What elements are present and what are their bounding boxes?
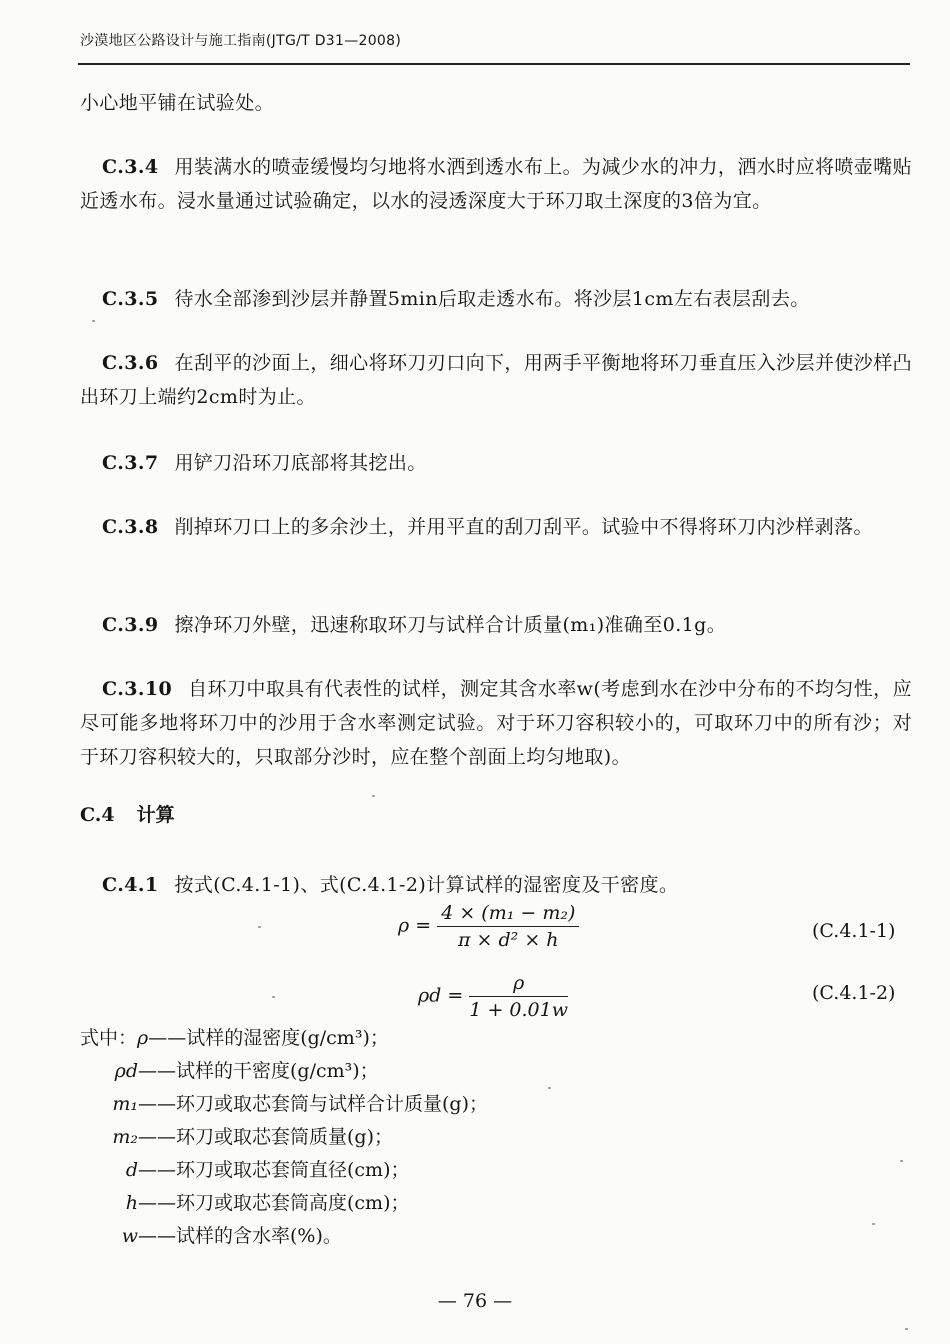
header-rule: [78, 63, 910, 65]
definition-row: [80, 1154, 488, 1187]
scan-speck: [905, 1328, 908, 1330]
clause-text: 待水全部渗到沙层并静置5min后取走透水布。将沙层1cm左右表层刮去。: [174, 288, 810, 310]
clause-number: C.3.6: [102, 352, 159, 374]
formula-denominator: 1 + 0.01w: [469, 999, 568, 1021]
clause-number: C.3.8: [102, 516, 159, 538]
formula-lhs: ρ =: [398, 914, 432, 937]
clause-number: C.3.4: [102, 156, 159, 178]
scan-speck: [900, 1160, 903, 1162]
clause-c-3-6: [80, 346, 912, 414]
clause-c-3-8: [80, 510, 912, 544]
clause-c-3-7: [80, 446, 912, 480]
equation-number: (C.4.1-1): [812, 920, 896, 942]
definition-symbol: ρ: [137, 1027, 149, 1049]
definition-text: ——环刀或取芯套筒直径(cm)；: [138, 1159, 410, 1181]
intro-text: 小心地平铺在试验处。: [80, 92, 275, 114]
clause-text: 按式(C.4.1-1)、式(C.4.1-2)计算试样的湿密度及干密度。: [174, 874, 679, 896]
clause-c-4-1: [80, 868, 912, 902]
clause-number: C.3.10: [102, 678, 173, 700]
definition-symbol: h: [125, 1192, 138, 1214]
clause-c-3-9: [80, 608, 912, 642]
clause-number: C.4.1: [102, 874, 159, 896]
scan-speck: [258, 926, 261, 928]
clause-text: 用装满水的喷壶缓慢均匀地将水洒到透水布上。为减少水的冲力，洒水时应将喷壶嘴贴近透水布。浸水量通过试验确定，以水的浸透深度大于环刀取土深度的3倍为宜。: [80, 156, 912, 212]
definition-symbol: w: [121, 1225, 138, 1247]
definition-row: [80, 1220, 488, 1253]
clause-text: 在刮平的沙面上，细心将环刀刃口向下，用两手平衡地将环刀垂直压入沙层并使沙样凸出环刀上端约2cm时为止。: [80, 352, 912, 408]
formula-numerator: 4 × (m₁ − m₂): [437, 902, 579, 927]
definition-row: [80, 1022, 488, 1055]
definition-row: [80, 1088, 488, 1121]
clause-c-3-5: [80, 282, 912, 316]
clause-text: 用铲刀沿环刀底部将其挖出。: [174, 452, 427, 474]
definition-row: [80, 1121, 488, 1154]
formula-wet-density: [398, 902, 579, 951]
formula-denominator: π × d² × h: [458, 929, 559, 951]
definitions-prefix: 式中：: [80, 1027, 138, 1049]
formula-lhs: ρd =: [418, 984, 464, 1007]
clause-c-3-10: [80, 672, 912, 774]
page-number: — 76 —: [437, 1290, 513, 1312]
scan-speck: [272, 996, 275, 998]
definition-row: [80, 1187, 488, 1220]
definition-symbol: m₂: [112, 1126, 138, 1148]
definition-symbol: m₁: [112, 1093, 138, 1115]
clause-c-3-4: [80, 150, 912, 218]
definition-row: [80, 1055, 488, 1088]
formula-fraction: [437, 902, 579, 951]
section-title: 计算: [136, 804, 175, 826]
section-heading: [80, 800, 175, 827]
clause-number: C.3.9: [102, 614, 159, 636]
equation-number: (C.4.1-2): [812, 982, 896, 1004]
definition-symbol: ρd: [114, 1060, 138, 1082]
scan-speck: [872, 1223, 875, 1225]
clause-text: 擦净环刀外壁，迅速称取环刀与试样合计质量(m₁)准确至0.1g。: [174, 614, 727, 636]
symbol-definitions: [80, 1022, 488, 1253]
formula-numerator: ρ: [469, 972, 568, 997]
formula-fraction: [469, 972, 568, 1021]
definition-text: ——试样的干密度(g/cm³)；: [138, 1060, 379, 1082]
section-number: C.4: [80, 804, 115, 826]
clause-text: 削掉环刀口上的多余沙土，并用平直的刮刀刮平。试验中不得将环刀内沙样剥落。: [174, 516, 873, 538]
scan-speck: [548, 1087, 551, 1089]
definition-text: ——试样的含水率(%)。: [138, 1225, 342, 1247]
scan-speck: [372, 795, 375, 797]
definition-text: ——环刀或取芯套筒与试样合计质量(g)；: [138, 1093, 488, 1115]
definition-text: ——试样的湿密度(g/cm³)；: [148, 1027, 389, 1049]
clause-number: C.3.5: [102, 288, 159, 310]
definition-symbol: d: [125, 1159, 138, 1181]
formula-dry-density: [418, 972, 568, 1021]
running-header: 沙漠地区公路设计与施工指南(JTG/T D31—2008): [80, 33, 402, 49]
definition-text: ——环刀或取芯套筒质量(g)；: [138, 1126, 393, 1148]
clause-text: 自环刀中取具有代表性的试样，测定其含水率w(考虑到水在沙中分布的不均匀性，应尽可能多地将环刀中的沙用于含水率测定试验。对于环刀容积较小的，可取环刀中的所有沙；对于环刀容积较大的，只取部分沙时，应在整个剖面上均匀地取)。: [80, 678, 912, 768]
definition-text: ——环刀或取芯套筒高度(cm)；: [138, 1192, 410, 1214]
clause-number: C.3.7: [102, 452, 159, 474]
scan-speck: [92, 320, 95, 322]
